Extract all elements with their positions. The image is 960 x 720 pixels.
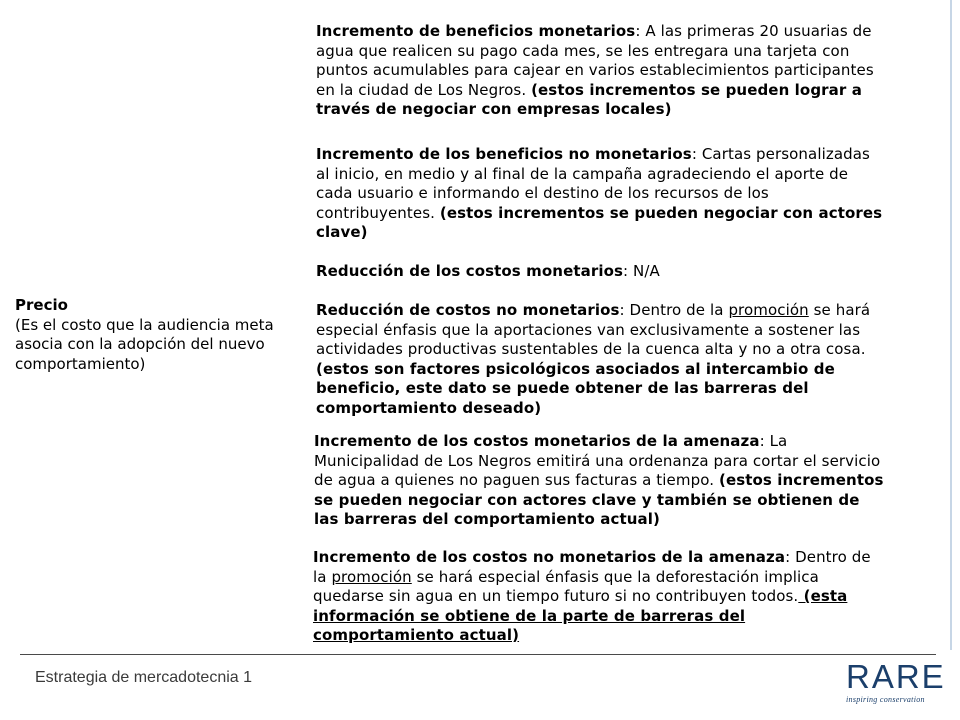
promocion-link[interactable]: promoción xyxy=(331,567,412,586)
block-body-cont: se hará especial énfasis que la deforestación implica quedarse sin agua en un tiempo futuro si no contribuyen todos. xyxy=(313,567,819,605)
block-body-cont: se hará especial énfasis que la aportaciones van exclusivamente a sostener las actividades productivas sustentables de la cuenca alta y no a otra cosa. xyxy=(316,301,871,358)
block-reduccion-costos-monetarios xyxy=(316,262,888,282)
footer-divider xyxy=(20,654,936,655)
block-body: : A las primeras 20 usuarias de agua que realicen su pago cada mes, se les entregara una tarjeta con puntos acumulables para cajear en varios establecimientos participantes en la ciudad de Los Negros. xyxy=(316,22,874,99)
precio-title: Precio xyxy=(15,296,68,314)
block-title: Incremento de los costos no monetarios de la amenaza xyxy=(313,548,786,566)
block-body: : Dentro de la xyxy=(313,548,871,586)
block-note: (estos son factores psicológicos asociados al intercambio de beneficio, este dato se puede obtener de las barreras del comportamiento deseado) xyxy=(316,359,835,417)
block-title: Reducción de los costos monetarios xyxy=(316,262,624,280)
block-incremento-beneficios-monetarios xyxy=(316,22,888,120)
block-body: : N/A xyxy=(623,262,660,280)
block-note: (estos incrementos se pueden negociar con actores clave) xyxy=(316,203,883,241)
block-body: : Cartas personalizadas al inicio, en medio y al final de la campaña agradeciendo el aporte de cada usuario e informando el destino de los recursos de los contribuyentes. xyxy=(316,145,870,222)
block-incremento-beneficios-no-monetarios xyxy=(316,145,888,243)
block-title: Incremento de los beneficios no monetarios xyxy=(316,145,692,163)
block-incremento-costos-no-monetarios-amenaza xyxy=(313,548,885,646)
right-border-rule xyxy=(950,0,952,650)
block-note: (estos incrementos se pueden negociar con actores clave y también se obtienen de las barreras del comportamiento actual) xyxy=(314,471,884,528)
precio-description: (Es el costo que la audiencia meta asocia con la adopción del nuevo comportamiento) xyxy=(15,315,274,373)
block-body: : Dentro de la xyxy=(619,301,729,319)
block-title: Incremento de beneficios monetarios xyxy=(316,22,636,40)
precio-label xyxy=(15,296,295,374)
rare-logo xyxy=(846,658,946,708)
block-body: : La Municipalidad de Los Negros emitirá una ordenanza para cortar el servicio de agua a quienes no paguen sus facturas a tiempo. xyxy=(314,432,881,489)
logo-tagline: inspiring conservation xyxy=(846,695,925,704)
promocion-link[interactable]: promoción xyxy=(728,301,809,319)
block-reduccion-costos-no-monetarios xyxy=(316,301,888,418)
footer-label: Estrategia de mercadotecnia 1 xyxy=(35,669,253,686)
block-title: Incremento de los costos monetarios de la amenaza xyxy=(314,432,760,450)
block-note: (esta información se obtiene de la parte de barreras del comportamiento actual) xyxy=(313,587,848,644)
block-title: Reducción de costos no monetarios xyxy=(316,301,620,319)
block-incremento-costos-monetarios-amenaza xyxy=(314,432,886,530)
logo-wordmark: RARE xyxy=(846,658,946,695)
block-note: (estos incrementos se pueden lograr a través de negociar con empresas locales) xyxy=(316,80,862,118)
